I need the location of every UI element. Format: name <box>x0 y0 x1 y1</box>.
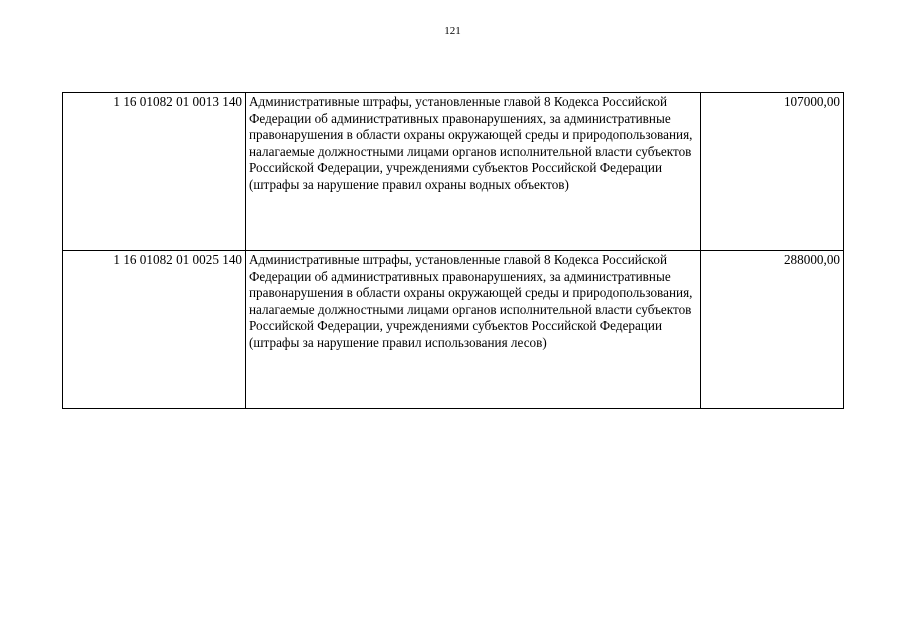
table-row <box>63 93 844 251</box>
description-cell: Административные штрафы, установленные главой 8 Кодекса Российской Федерации об административных правонарушениях, за административные правонарушения в области охраны окружающей среды и природопользования, налагаемые должностными лицами органов исполнительной власти субъектов Российской Федерации, учреждениями субъектов Российской Федерации (штрафы за нарушение правил использования лесов) <box>246 251 701 409</box>
amount-cell: 288000,00 <box>701 251 844 409</box>
amount-cell: 107000,00 <box>701 93 844 251</box>
page-number: 121 <box>444 25 461 37</box>
description-cell: Административные штрафы, установленные главой 8 Кодекса Российской Федерации об административных правонарушениях, за административные правонарушения в области охраны окружающей среды и природопользования, налагаемые должностными лицами органов исполнительной власти субъектов Российской Федерации, учреждениями субъектов Российской Федерации (штрафы за нарушение правил охраны водных объектов) <box>246 93 701 251</box>
table-row <box>63 251 844 409</box>
budget-table <box>62 92 844 409</box>
budget-code-cell: 1 16 01082 01 0025 140 <box>63 251 246 409</box>
budget-code-cell: 1 16 01082 01 0013 140 <box>63 93 246 251</box>
